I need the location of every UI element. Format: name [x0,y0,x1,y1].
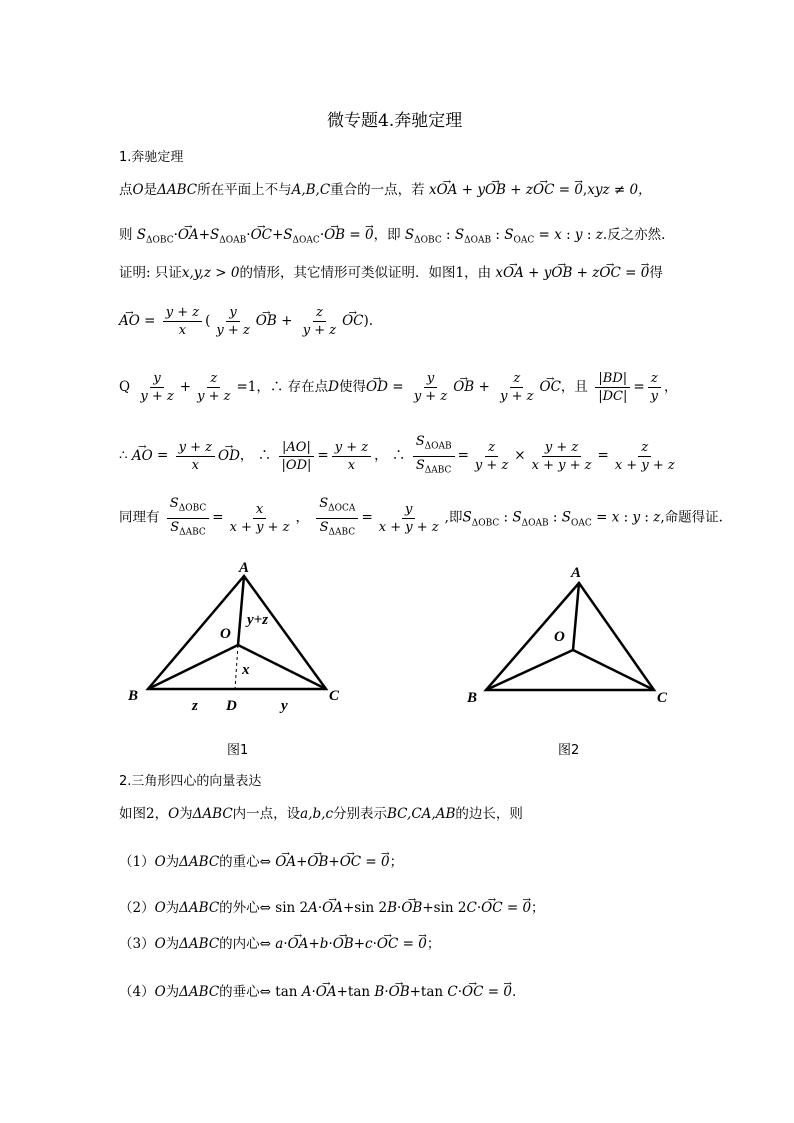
text-fragment: 为 [165,984,180,1000]
text-fragment: 分别表示 [333,806,388,822]
label-o: O [554,629,565,645]
text-fragment: 则 [119,227,133,243]
text-fragment: =1，∴ 存在点 [236,379,329,395]
math-fragment: xyz ≠ 0， [587,182,652,198]
text-fragment: 证明: 只证 [119,265,182,281]
text-fragment: 内一点，设 [232,806,301,822]
segment-ob [486,650,573,690]
text-fragment: 为 [165,854,180,870]
figure-2-caption: 图2 [558,743,580,758]
math-fragment: D [328,379,339,395]
label-o: O [220,626,231,642]
list-item-circumcenter: （2）O为ΔABC的外心⇔ sin 2A·→ OA+sin 2B·→ OB+sin 2C·→ OC = → 0； [119,898,545,918]
text-fragment: 如图2， [119,806,169,822]
math-fragment: ΔABC [179,854,220,870]
text-fragment: 的情形，其它情形可类似证明．如图1，由 [239,265,492,281]
math-fragment: ΔABC [179,984,220,1000]
text-fragment: 的外心⇔ [219,900,271,916]
math-fragment: O [154,984,166,1000]
text-fragment: ， [295,509,309,526]
text-fragment: 是 [143,182,158,198]
area-vector-equation: $S_{\Delta OBC}\cdot\to OA+S_{\Delta OAB}\cdot\to OC+S_{\Delta OAC}\cdot\to$ OB = → 0， [137,227,387,243]
label-a: A [239,560,250,576]
segment-ob [148,645,238,689]
triangle-abc [148,576,326,689]
text-fragment: 的内心⇔ [219,936,271,952]
label-b: B [128,688,139,704]
text-fragment: 为 [179,806,193,822]
figure-1-caption: 图1 [227,743,249,758]
list-item-orthocenter: （4）O为ΔABC的垂心⇔ tan A·→ OA+tan B·→ OB+tan C·→ OC = → 0. [119,982,516,1002]
math-fragment: ΔABC [179,936,220,952]
theorem-conclusion-line [119,225,665,251]
text-fragment: 为 [165,900,180,916]
math-fragment: ΔABC [179,900,220,916]
proof-point-d-line: Q $\frac{y}{y + z}$ + $\frac{z}{y + z}$ =1，∴ 存在点D使得→ OD = $\frac{y}{y + z}$ → OB + $\frac{z}{y + z}$ → OC，且 $\frac{|BD|}{|DC|}$ = $\frac{z}{y}$ ， [119,370,678,405]
item-number: （3） [119,936,155,952]
text-fragment: 的边长，则 [455,806,523,822]
label-c: C [657,690,668,706]
page-title: 微专题4.奔驰定理 [327,111,463,131]
figure-1-triangle [110,550,370,720]
math-fragment: x,y,z > 0 [181,265,240,281]
segment-od-dashed [235,645,238,689]
section-2-intro [119,804,523,824]
text-fragment: 使得 [339,379,366,395]
text-fragment: ，且 [560,379,588,395]
text-fragment: 同理有 [119,509,160,526]
math-fragment: O [168,806,180,822]
segment-ao [238,576,244,645]
figure-2-triangle [460,555,680,715]
math-fragment: BC,CA,AB [387,806,456,822]
text-fragment: Q [119,379,131,395]
text-fragment: 的垂心⇔ [219,984,271,1000]
text-fragment: 的重心⇔ [219,854,271,870]
text-fragment: 即 [387,227,401,243]
label-y-plus-z: y+z [247,612,269,628]
section-2-heading: 2.三角形四心的向量表达 [119,774,262,789]
segment-oc [238,645,326,689]
list-item-incenter: （3）O为ΔABC的内心⇔ a·→ OA+b·→ OB+c·→ OC = → 0； [119,934,440,954]
label-a: A [571,565,582,581]
proof-ratio-line: ∴ → AO = $\frac{y + z}{x}$ → OD， ∴ $\frac{|AO|}{|OD|}$ = $\frac{y + z}{x}$ ， ∴ $\frac{S_{\Delta OAB}}{S_{\Delta ABC}}$ = $\frac{z}{y + z}$ × $\frac{y + z}{x + y + z}$ = $\frac{z}{x + y + z}$ [119,433,681,479]
label-z: z [192,698,198,714]
math-fragment: A,B,C [291,182,331,198]
text-fragment: ,即 [444,509,463,526]
text-fragment: 所在平面上不与 [197,182,292,198]
math-fragment: ΔABC [192,806,233,822]
segment-ao [573,583,579,650]
proof-intro-line [119,263,663,283]
math-fragment: a,b,c [300,806,334,822]
item-number: （4） [119,984,155,1000]
proof-conclusion-line: 同理有 $\frac{S_{\Delta OBC}}{S_{\Delta ABC}}$ = $\frac{x}{x + y + z}$ ， $\frac{S_{\Delta OCA}}{S_{\Delta ABC}}$ = $\frac{y}{x + y + z}$ ,即$S_{\Delta OBC}$ : $S_{\Delta OAB}$ : $S_{OAC} = x$ : y : z,命题得证. [119,496,723,538]
vector-equation: x→ OA + y→ OB + z→ OC = → 0 [495,265,649,281]
area-ratio: $S_{\Delta OBC}$ : $S_{\Delta OAB}$ : $S_{OAC} = x$ : y : z [404,227,603,246]
item-number: （2） [119,900,155,916]
label-b: B [467,690,478,706]
label-y: y [281,698,288,714]
math-fragment: O [154,854,166,870]
triangle-abc [486,583,654,690]
vector-equation: x→ OA + y→ OB + z→ OC = → 0, [429,182,587,198]
proof-equation-ao: → AO = $\frac{y + z}{x}$ ( $\frac{y}{y + z}$ → OB + $\frac{z}{y + z}$ → OC). [119,304,373,339]
text-fragment: 得 [649,265,663,281]
math-fragment: ΔABC [157,182,198,198]
text-fragment: ,命题得证. [660,509,723,526]
math-fragment: O [154,936,166,952]
segment-oc [573,650,654,690]
text-fragment: 点 [119,182,133,198]
text-fragment: 为 [165,936,180,952]
text-fragment: .反之亦然. [602,227,666,243]
item-number: （1） [119,854,155,870]
theorem-statement-line: 点O是ΔABC所在平面上不与A,B,C重合的一点，若 x→ OA + y→ OB + z→ OC = → 0,xyz ≠ 0， [119,180,652,200]
list-item-centroid: （1）O为ΔABC的重心⇔ → OA+→ OB+→ OC = → 0； [119,852,403,872]
section-1-heading: 1.奔驰定理 [119,150,184,165]
label-x: x [242,662,250,678]
label-c: C [329,688,340,704]
math-fragment: O [154,900,166,916]
text-fragment: 重合的一点，若 [330,182,425,198]
label-d: D [226,698,237,714]
